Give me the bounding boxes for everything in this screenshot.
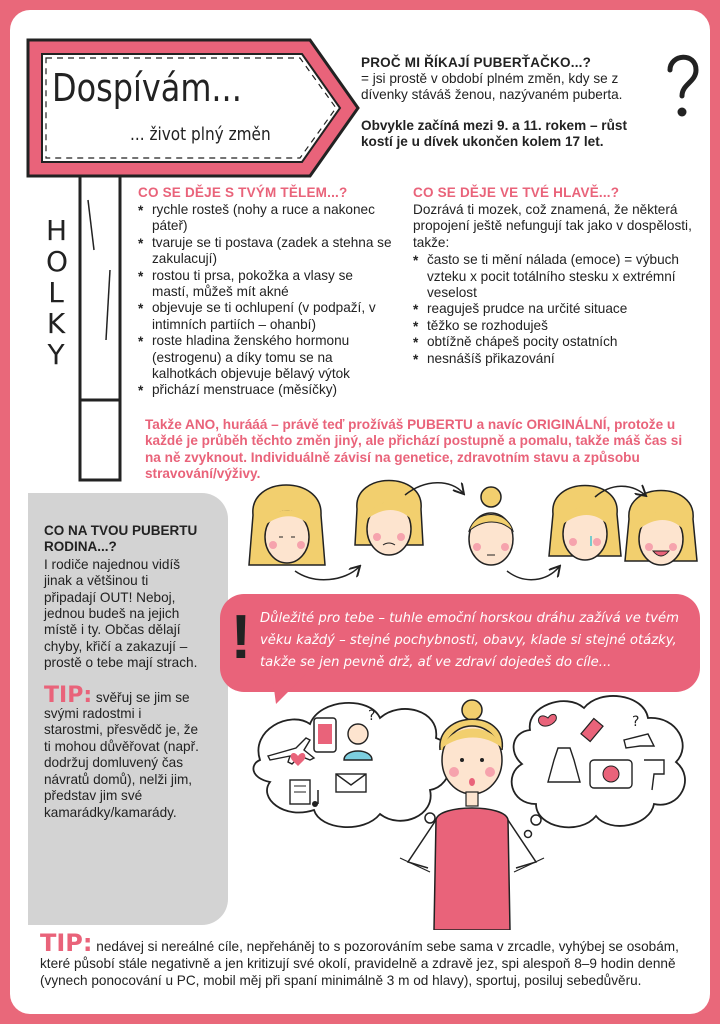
face-5: [625, 491, 697, 566]
list-item: * přichází menstruace (měsíčky): [138, 382, 392, 398]
family-tip-text: svěřuj se jim se svými radostmi i starostmi, přesvědč je, že ti mohou důvěřovat (např. dodržuj domluvený čas návratů domů), nelži jim, představ jim své kamarádky/kamarády.: [44, 689, 199, 820]
list-item: * těžko se rozhoduješ: [413, 318, 703, 334]
girl-illustration: [240, 690, 700, 930]
sign-title: Dospívám...: [52, 66, 242, 110]
face-2: [355, 481, 423, 556]
intro-heading: PROČ MI ŘÍKAJÍ PUBERŤAČKO...?: [361, 55, 592, 70]
family-heading: CO NA TVOU PUBERTU RODINA...?: [44, 523, 198, 555]
book-icon: [290, 780, 310, 804]
face-3: [469, 487, 513, 565]
face-1: [249, 485, 325, 565]
svg-text:?: ?: [368, 708, 376, 724]
body-list: [138, 202, 392, 399]
list-item: * roste hladina ženského hormonu (estrogenu) a díky tomu se na kalhotkách objevuje bělavý výtok: [138, 333, 392, 382]
body-section: [138, 185, 392, 399]
list-item: * rostou ti prsa, pokožka a vlasy se mastí, můžeš mít akné: [138, 268, 392, 301]
poster: [10, 10, 710, 1014]
side-label: HOLKY: [46, 214, 69, 371]
list-item: * tvaruje se ti postava (zadek a stehna se zakulacují): [138, 235, 392, 268]
envelope-icon: [336, 774, 366, 792]
question-mark-icon: [662, 50, 702, 122]
head-heading: CO SE DĚJE VE TVÉ HLAVĚ...?: [413, 185, 620, 200]
body-heading: CO SE DĚJE S TVÝM TĚLEM...?: [138, 185, 348, 200]
bottom-tip-label: TIP:: [40, 929, 93, 957]
faces-sequence: [235, 475, 705, 585]
head-section: [413, 185, 703, 367]
sign-subtitle: ... život plný změn: [130, 124, 271, 145]
intro-text: = jsi prostě v období plném změn, kdy se z dívenky stáváš ženou, nazývaném puberta.: [361, 71, 623, 103]
highlight-text: Takže ANO, hurááá – právě teď prožíváš PUBERTU a navíc ORIGINÁLNÍ, protože u každé je průběh těchto změn jiný, ale přichází postupně a pomalu, takže máš čas si na ně zvyknout. Individuálně závisí na genetice, zdravotním stavu a způsobu stravování/výživy.: [145, 417, 683, 482]
intro-block: [361, 55, 661, 151]
family-tip-label: TIP:: [44, 682, 93, 708]
intro-age-note: Obvykle začíná mezi 9. a 11. rokem – růst kostí je u dívek ukončen kolem 17 let.: [361, 117, 627, 150]
face-4: [549, 486, 621, 561]
family-block: [44, 523, 204, 821]
list-item: * rychle rosteš (nohy a ruce a nakonec páteř): [138, 202, 392, 235]
list-item: * obtížně chápeš pocity ostatních: [413, 334, 703, 350]
important-text: Důležité pro tebe – tuhle emoční horskou dráhu zažívá ve tvém věku každý – stejné pochybnosti, obavy, klade si stejné otázky, takže se jen pevně drž, ať ve zdraví dojedeš do cíle...: [260, 611, 679, 670]
camera-icon: [590, 760, 632, 788]
family-text: I rodiče najednou vidíš jinak a většinou ti připadají OUT! Neboj, jednou budeš na jejich místě i ty. Občas dělají chyby, křičí a zakazují – prostě o tebe mají strach.: [44, 556, 198, 671]
head-list: [413, 252, 703, 367]
bottom-tip-text: nedávej si nereálné cíle, nepřeháněj to s pozorováním sebe sama v zrcadle, vyhýbej se osobám, které působí stále negativně a jen kritizují své okolí, pravidelně a zdravě jez, spi alespoň 8–9 hodin denně (vynech ponocování u PC, mobil měj při spaní minimálně 3 m od hlavy), sportuj, posiluj sebedůvěru.: [40, 939, 679, 989]
exclamation-icon: !: [230, 603, 252, 672]
head-intro: Dozrává ti mozek, což znamená, že některá propojení ještě nefungují tak jako v dospělosti, takže:: [413, 202, 692, 250]
list-item: * nesnášíš přikazování: [413, 351, 703, 367]
svg-text:?: ?: [632, 714, 640, 730]
list-item: * často se ti mění nálada (emoce) = výbuch vzteku x pocit totálního stesku x extrémní veselost: [413, 252, 703, 301]
list-item: * objevuje se ti ochlupení (v podpaží, v intimních partiích – ohanbí): [138, 300, 392, 333]
list-item: * reaguješ prudce na určité situace: [413, 301, 703, 317]
bottom-tip: [40, 929, 700, 990]
